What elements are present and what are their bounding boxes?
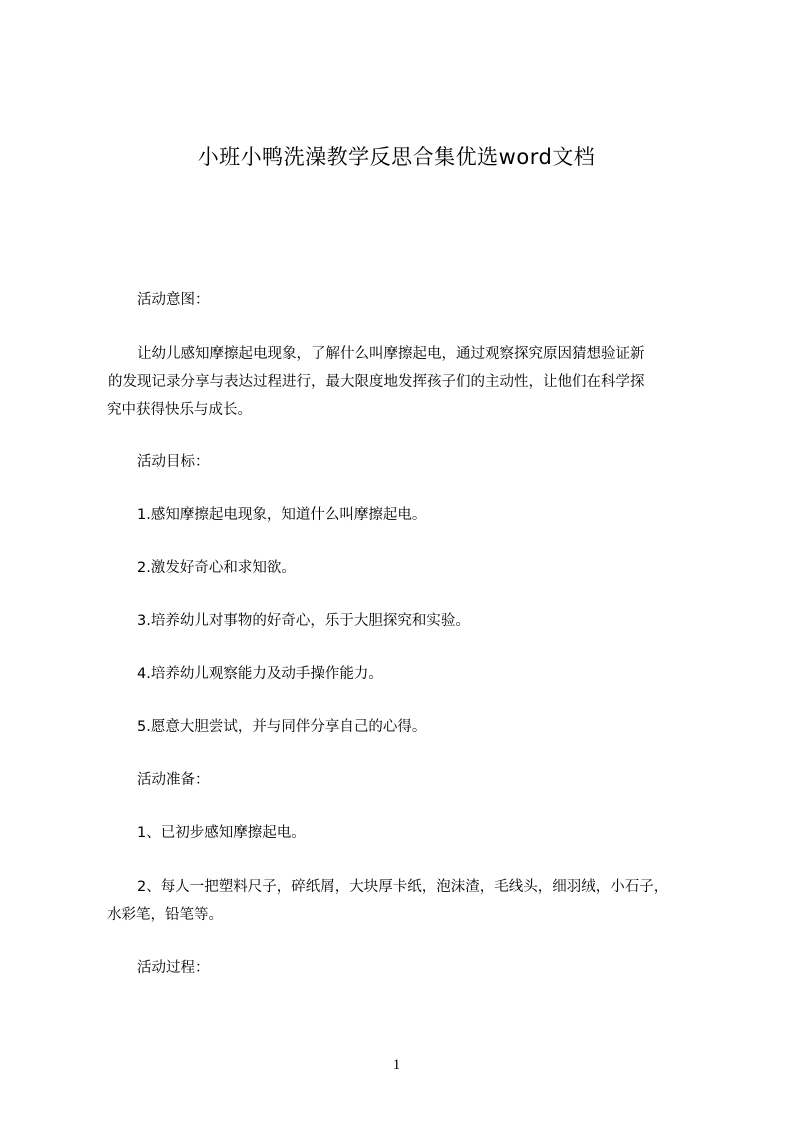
process-heading: 活动过程： bbox=[137, 960, 210, 976]
document-title: 小班小鸭洗澡教学反思合集优选word文档 bbox=[197, 145, 596, 169]
intent-line-2: 的发现记录分享与表达过程进行，最大限度地发挥孩子们的主动性，让他们在科学探 bbox=[108, 374, 645, 390]
prep-item-2-line-1: 2、每人一把塑料尺子，碎纸屑，大块厚卡纸，泡沫渣，毛线头，细羽绒，小石子， bbox=[137, 879, 669, 895]
intent-heading: 活动意图： bbox=[137, 292, 210, 308]
goal-item-1: 1.感知摩擦起电现象，知道什么叫摩擦起电。 bbox=[137, 507, 427, 523]
goal-item-5: 5.愿意大胆尝试，并与同伴分享自己的心得。 bbox=[137, 719, 427, 735]
goal-item-3: 3.培养幼儿对事物的好奇心，乐于大胆探究和实验。 bbox=[137, 613, 470, 629]
intent-paragraph bbox=[107, 340, 707, 424]
goal-item-4: 4.培养幼儿观察能力及动手操作能力。 bbox=[137, 666, 383, 682]
goals-heading: 活动目标： bbox=[137, 454, 210, 470]
prep-heading: 活动准备： bbox=[137, 772, 210, 788]
intent-line-1: 让幼儿感知摩擦起电现象，了解什么叫摩擦起电，通过观察探究原因猜想验证新 bbox=[137, 346, 645, 362]
prep-item-2-line-2: 水彩笔，铅笔等。 bbox=[107, 907, 223, 923]
goal-item-2: 2.激发好奇心和求知欲。 bbox=[137, 560, 296, 576]
prep-item-1: 1、已初步感知摩擦起电。 bbox=[137, 825, 306, 841]
intent-line-3: 究中获得快乐与成长。 bbox=[107, 402, 252, 418]
page-number: 1 bbox=[392, 1057, 401, 1073]
prep-item-2 bbox=[107, 873, 707, 929]
